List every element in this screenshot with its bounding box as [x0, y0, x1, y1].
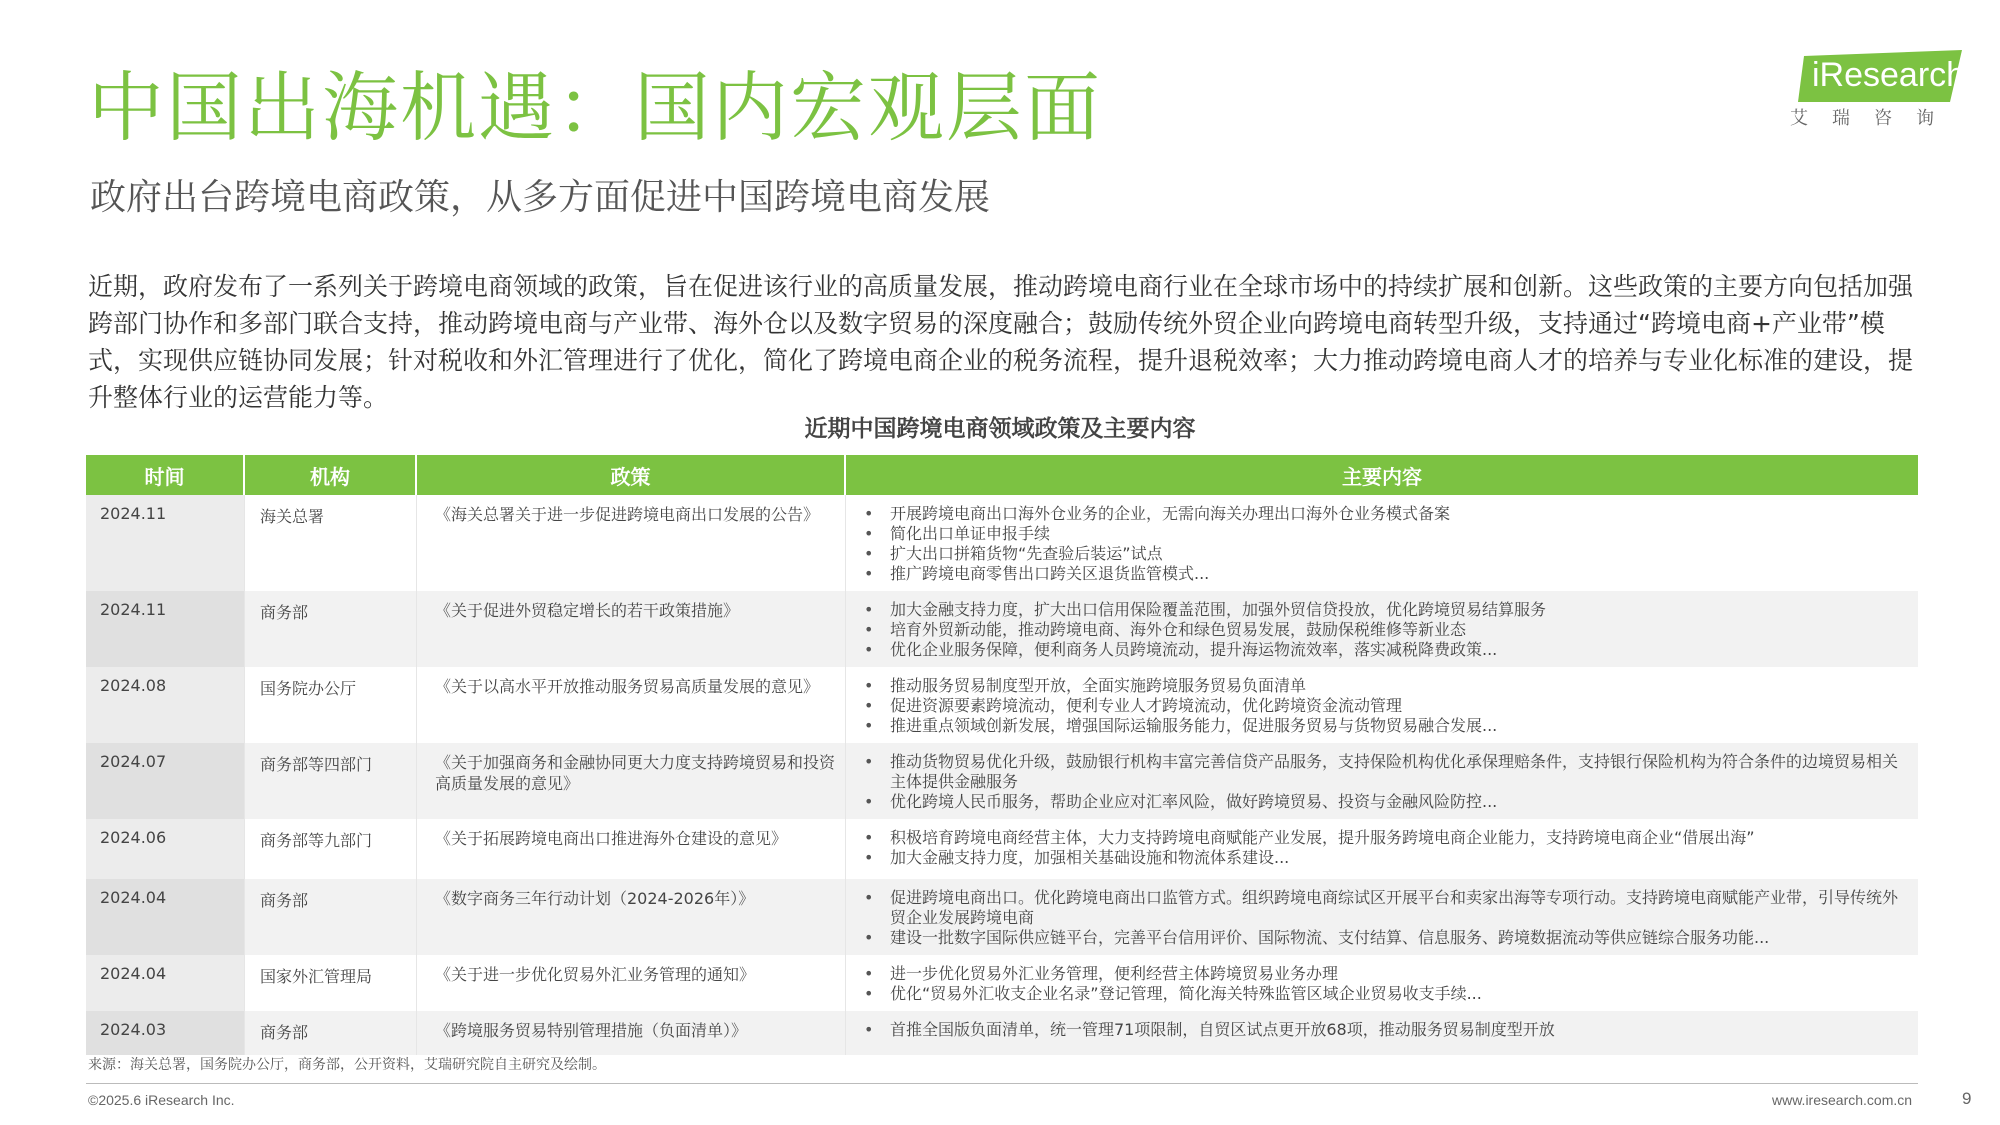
- cell-date: 2024.11: [86, 495, 245, 591]
- page-title: 中国出海机遇：国内宏观层面: [88, 63, 1102, 152]
- logo-chinese-name: 艾瑞咨询: [1790, 108, 1958, 129]
- table-row: [86, 667, 1918, 743]
- cell-date: 2024.06: [86, 819, 245, 879]
- header-org: 机构: [245, 455, 417, 495]
- intro-paragraph: 近期，政府发布了一系列关于跨境电商领域的政策，旨在促进该行业的高质量发展，推动跨境电商行业在全球市场中的持续扩展和创新。这些政策的主要方向包括加强跨部门协作和多部门联合支持，推动跨境电商与产业带、海外仓以及数字贸易的深度融合；鼓励传统外贸企业向跨境电商转型升级，支持通过“跨境电商+产业带”模式，实现供应链协同发展；针对税收和外汇管理进行了优化，简化了跨境电商企业的税务流程，提升退税效率；大力推动跨境电商人才的培养与专业化标准的建设，提升整体行业的运营能力等。: [88, 272, 1914, 412]
- content-bullet: • 优化跨境人民币服务，帮助企业应对汇率风险，做好跨境贸易、投资与金融风险防控...: [856, 792, 1904, 812]
- cell-content: [846, 667, 1918, 743]
- cell-org: 商务部等九部门: [245, 819, 417, 879]
- table-title: 近期中国跨境电商领域政策及主要内容: [804, 416, 1196, 442]
- cell-policy: 《关于以高水平开放推动服务贸易高质量发展的意见》: [417, 667, 846, 743]
- cell-org: 商务部: [245, 1011, 417, 1055]
- iresearch-logo: [1790, 46, 1970, 136]
- content-bullet: • 促进资源要素跨境流动，便利专业人才跨境流动，优化跨境资金流动管理: [856, 696, 1904, 716]
- cell-policy: 《海关总署关于进一步促进跨境电商出口发展的公告》: [417, 495, 846, 591]
- cell-policy: 《数字商务三年行动计划（2024-2026年）》: [417, 879, 846, 955]
- cell-policy: 《关于拓展跨境电商出口推进海外仓建设的意见》: [417, 819, 846, 879]
- cell-content: [846, 743, 1918, 819]
- source-note: 来源：海关总署，国务院办公厅，商务部，公开资料，艾瑞研究院自主研究及绘制。: [88, 1057, 606, 1073]
- header-date: 时间: [86, 455, 245, 495]
- cell-date: 2024.04: [86, 955, 245, 1011]
- content-bullet: • 简化出口单证申报手续: [856, 524, 1904, 544]
- table-row: [86, 495, 1918, 591]
- cell-date: 2024.07: [86, 743, 245, 819]
- cell-org: 海关总署: [245, 495, 417, 591]
- cell-content: [846, 955, 1918, 1011]
- table-header-row: [86, 455, 1918, 495]
- content-bullet: • 开展跨境电商出口海外仓业务的企业，无需向海关办理出口海外仓业务模式备案: [856, 504, 1904, 524]
- content-bullet: • 培育外贸新动能，推动跨境电商、海外仓和绿色贸易发展，鼓励保税维修等新业态: [856, 620, 1904, 640]
- content-bullet: • 进一步优化贸易外汇业务管理，便利经营主体跨境贸易业务办理: [856, 964, 1904, 984]
- cell-policy: 《关于加强商务和金融协同更大力度支持跨境贸易和投资高质量发展的意见》: [417, 743, 846, 819]
- content-bullet: • 优化“贸易外汇收支企业名录”登记管理，简化海关特殊监管区域企业贸易收支手续...: [856, 984, 1904, 1004]
- cell-content: [846, 819, 1918, 879]
- content-bullet: • 推动服务贸易制度型开放，全面实施跨境服务贸易负面清单: [856, 676, 1904, 696]
- cell-content: [846, 879, 1918, 955]
- table-row: [86, 879, 1918, 955]
- page-subtitle: 政府出台跨境电商政策，从多方面促进中国跨境电商发展: [90, 177, 991, 218]
- cell-org: 商务部: [245, 879, 417, 955]
- cell-policy: 《关于进一步优化贸易外汇业务管理的通知》: [417, 955, 846, 1011]
- table-row: [86, 1011, 1918, 1055]
- cell-content: [846, 495, 1918, 591]
- table-row: [86, 591, 1918, 667]
- header-content: 主要内容: [1342, 464, 1422, 489]
- table-row: [86, 955, 1918, 1011]
- website-link[interactable]: www.iresearch.com.cn: [1772, 1092, 1913, 1108]
- cell-org: 国务院办公厅: [245, 667, 417, 743]
- content-bullet: • 推动货物贸易优化升级，鼓励银行机构丰富完善信贷产品服务，支持保险机构优化承保理赔条件，支持银行保险机构为符合条件的边境贸易相关主体提供金融服务: [856, 752, 1904, 792]
- content-bullet: • 加大金融支持力度，加强相关基础设施和物流体系建设...: [856, 848, 1904, 868]
- cell-date: 2024.11: [86, 591, 245, 667]
- content-bullet: • 优化企业服务保障，便利商务人员跨境流动，提升海运物流效率，落实减税降费政策...: [856, 640, 1904, 660]
- content-bullet: • 建设一批数字国际供应链平台，完善平台信用评价、国际物流、支付结算、信息服务、跨境数据流动等供应链综合服务功能...: [856, 928, 1904, 948]
- cell-content: [846, 591, 1918, 667]
- cell-org: 商务部: [245, 591, 417, 667]
- cell-date: 2024.04: [86, 879, 245, 955]
- cell-org: 商务部等四部门: [245, 743, 417, 819]
- policy-table: [86, 455, 1918, 1055]
- content-bullet: • 推进重点领域创新发展，增强国际运输服务能力，促进服务贸易与货物贸易融合发展...: [856, 716, 1904, 736]
- cell-policy: 《跨境服务贸易特别管理措施（负面清单）》: [417, 1011, 846, 1055]
- cell-date: 2024.08: [86, 667, 245, 743]
- content-bullet: • 推广跨境电商零售出口跨关区退货监管模式...: [856, 564, 1904, 584]
- cell-date: 2024.03: [86, 1011, 245, 1055]
- footer-divider: [86, 1083, 1918, 1084]
- page-number: 9: [1962, 1089, 1972, 1108]
- copyright: ©2025.6 iResearch Inc.: [88, 1092, 235, 1108]
- table-row: [86, 819, 1918, 879]
- cell-org: 国家外汇管理局: [245, 955, 417, 1011]
- logo-wordmark: iResearch: [1812, 56, 1966, 94]
- header-policy: 政策: [417, 455, 846, 495]
- cell-policy: 《关于促进外贸稳定增长的若干政策措施》: [417, 591, 846, 667]
- content-bullet: • 积极培育跨境电商经营主体，大力支持跨境电商赋能产业发展，提升服务跨境电商企业能力，支持跨境电商企业“借展出海”: [856, 828, 1904, 848]
- content-bullet: • 加大金融支持力度，扩大出口信用保险覆盖范围，加强外贸信贷投放，优化跨境贸易结算服务: [856, 600, 1904, 620]
- content-bullet: • 扩大出口拼箱货物“先查验后装运”试点: [856, 544, 1904, 564]
- content-bullet: • 促进跨境电商出口。优化跨境电商出口监管方式。组织跨境电商综试区开展平台和卖家出海等专项行动。支持跨境电商赋能产业带，引导传统外贸企业发展跨境电商: [856, 888, 1904, 928]
- content-bullet: • 首推全国版负面清单，统一管理71项限制，自贸区试点更开放68项，推动服务贸易制度型开放: [856, 1020, 1904, 1040]
- table-row: [86, 743, 1918, 819]
- cell-content: [846, 1011, 1918, 1055]
